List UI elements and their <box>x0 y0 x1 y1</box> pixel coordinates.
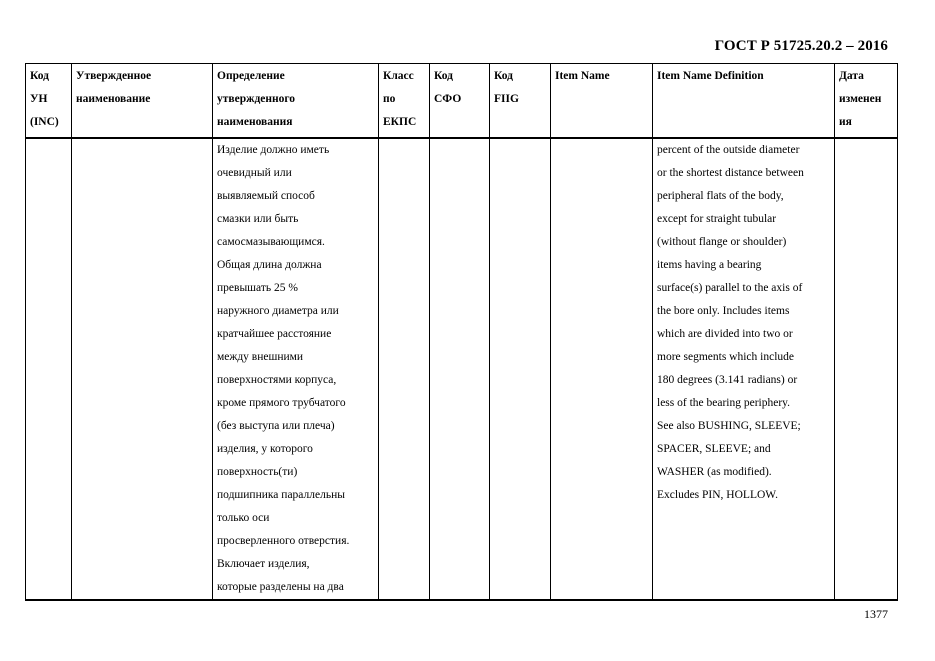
column-header-item-name: Item Name <box>551 64 653 139</box>
column-header-definition-ru: Определение утвержденного наименования <box>213 64 379 139</box>
cell-definition-en: percent of the outside diameter or the shortest distance between peripheral flats of the body, except for straight tubular (without flange or shoulder) items having a bearing surface(s) parallel to the axis of the bore only. Includes items which are divided into two or more segments which include 180 degrees (3.141 radians) or less of the bearing periphery. See also BUSHING, SLEEVE; SPACER, SLEEVE; and WASHER (as modified). Excludes PIN, HOLLOW. <box>653 138 835 600</box>
cell-approved-name <box>72 138 213 600</box>
table-row <box>26 138 898 600</box>
cell-fiig-code <box>490 138 551 600</box>
column-header-sfo-code: Код СФО <box>430 64 490 139</box>
cell-sfo-code <box>430 138 490 600</box>
cell-item-name <box>551 138 653 600</box>
column-header-change-date: Дата изменен ия <box>835 64 898 139</box>
column-header-inc: Код УН (INC) <box>26 64 72 139</box>
cell-ekps-class <box>379 138 430 600</box>
cell-change-date <box>835 138 898 600</box>
standard-code-header: ГОСТ Р 51725.20.2 – 2016 <box>714 38 888 54</box>
cell-inc <box>26 138 72 600</box>
classification-table <box>25 63 898 601</box>
column-header-fiig-code: Код FIIG <box>490 64 551 139</box>
cell-definition-ru: Изделие должно иметь очевидный или выявляемый способ смазки или быть самосмазывающимся. Общая длина должна превышать 25 % наружного диаметра или кратчайшее расстояние между внешними поверхностями корпуса, кроме прямого трубчатого (без выступа или плеча) изделия, у которого поверхность(ти) подшипника параллельны только оси просверленного отверстия. Включает изделия, которые разделены на два <box>213 138 379 600</box>
column-header-item-name-definition: Item Name Definition <box>653 64 835 139</box>
column-header-approved-name: Утвержденное наименование <box>72 64 213 139</box>
column-header-ekps-class: Класс по ЕКПС <box>379 64 430 139</box>
table-header-row <box>26 64 898 139</box>
page-number: 1377 <box>864 607 888 621</box>
